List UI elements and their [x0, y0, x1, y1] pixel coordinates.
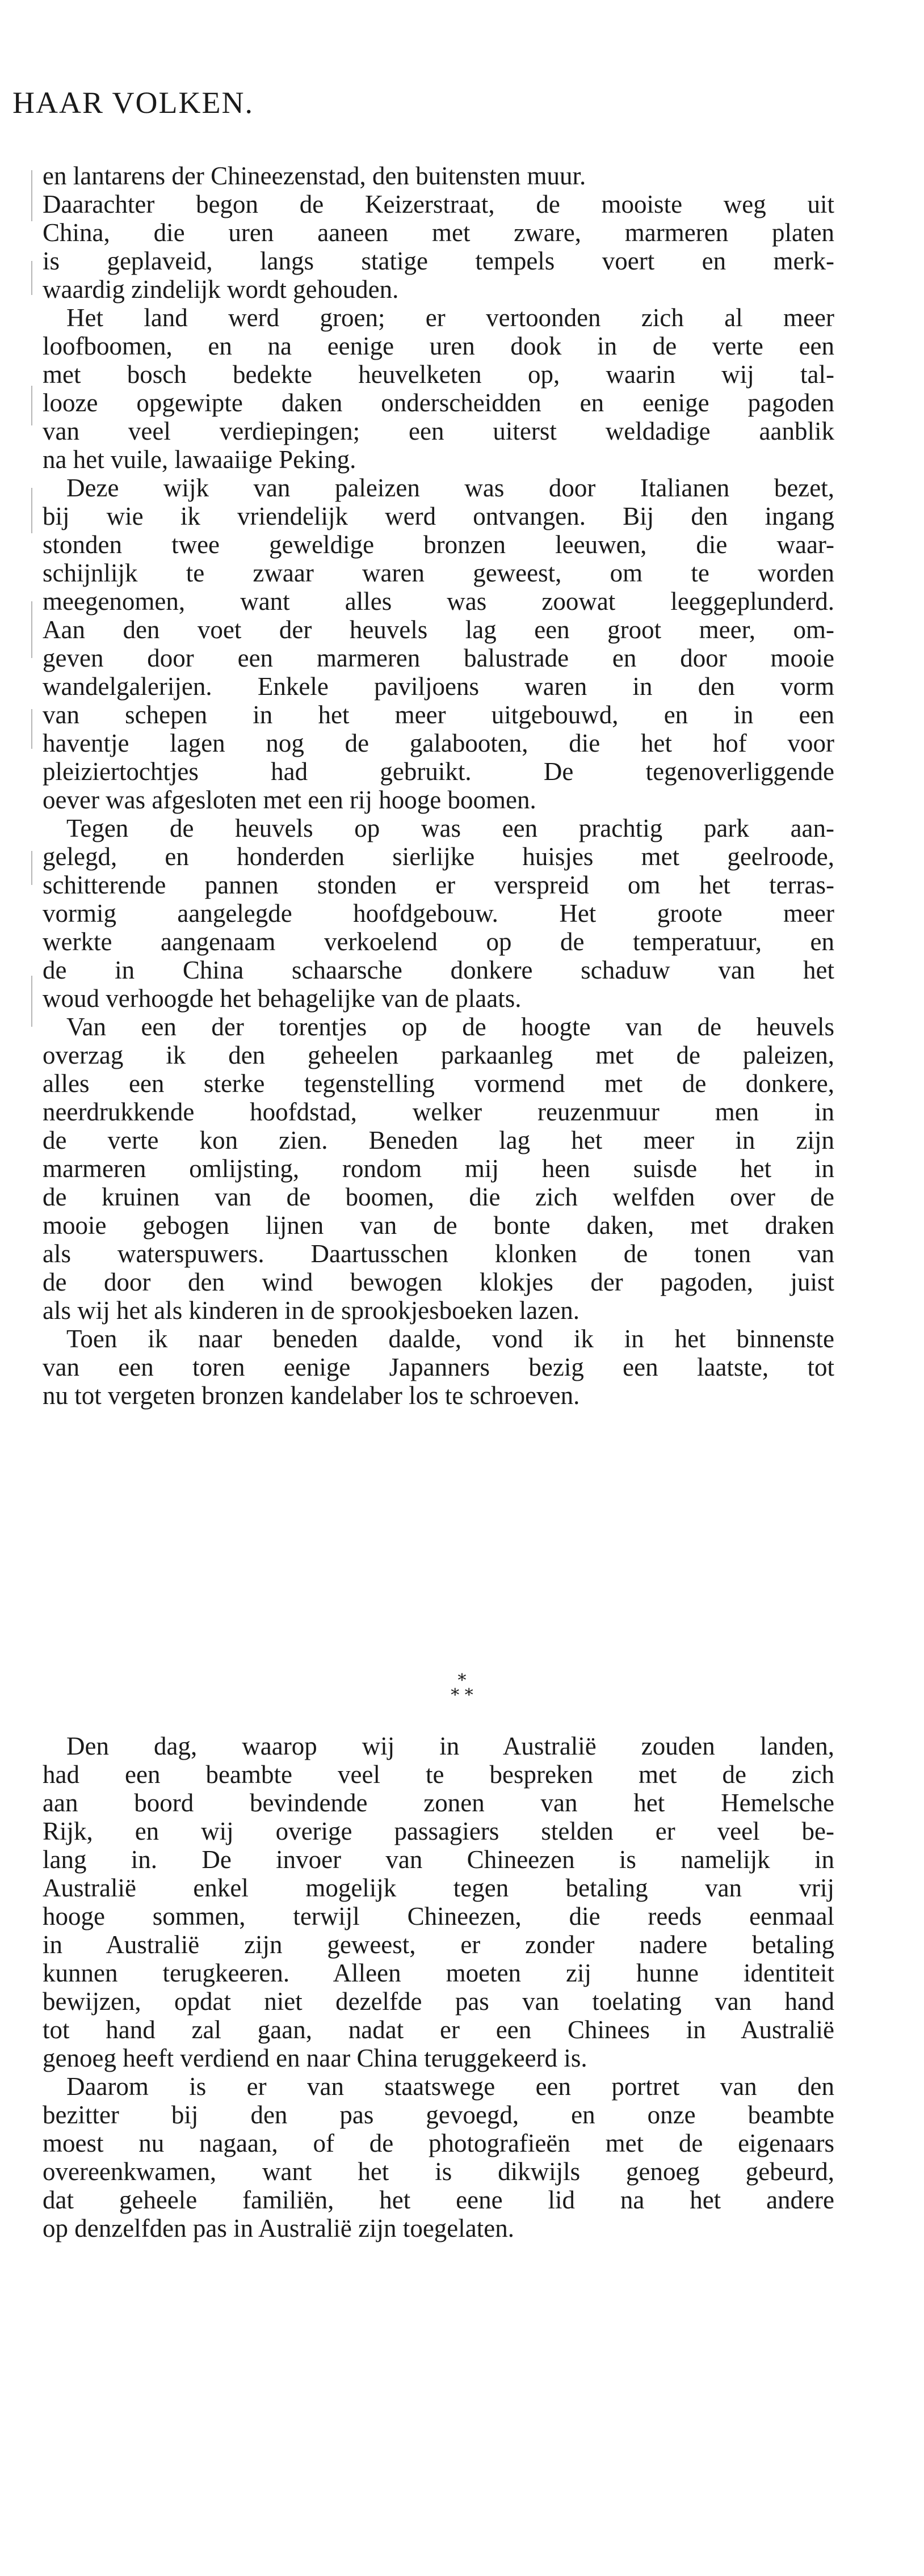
text-line: genoeg heeft verdiend en naar China teruggekeerd is. — [43, 2044, 587, 2072]
section-separator-asterism — [0, 1673, 924, 1703]
text-line: loofboomen, en na eenige uren dook in de verte een — [43, 332, 834, 360]
running-head: HAAR VOLKEN. — [12, 86, 254, 120]
text-line: van een toren eenige Japanners bezig een laatste, tot — [43, 1353, 834, 1381]
text-line: schijnlijk te zwaar waren geweest, om te worden — [43, 559, 834, 587]
body-text-section-1 — [43, 162, 834, 1410]
text-line: China, die uren aaneen met zware, marmeren platen — [43, 218, 834, 247]
text-line: kunnen terugkeeren. Alleen moeten zij hunne identiteit — [43, 1959, 834, 1987]
text-line: moest nu nagaan, of de photografieën met de eigenaars — [43, 2129, 834, 2157]
text-line: overzag ik den geheelen parkaanleg met de paleizen, — [43, 1041, 834, 1069]
text-line: Van een der torentjes op de hoogte van de heuvels — [66, 1013, 834, 1041]
text-line: is geplaveid, langs statige tempels voert en merk- — [43, 247, 834, 275]
text-line: bij wie ik vriendelijk werd ontvangen. Bij den ingang — [43, 502, 834, 530]
text-line: van veel verdiepingen; een uiterst weldadige aanblik — [43, 417, 834, 445]
text-line: hooge sommen, terwijl Chineezen, die reeds eenmaal — [43, 1902, 834, 1930]
text-line: bezitter bij den pas gevoegd, en onze beambte — [43, 2101, 834, 2129]
text-line: vormig aangelegde hoofdgebouw. Het groote meer — [43, 899, 834, 927]
text-line: schitterende pannen stonden er verspreid om het terras- — [43, 871, 834, 899]
text-line: dat geheele familiën, het eene lid na het andere — [43, 2186, 834, 2214]
text-line: gelegd, en honderden sierlijke huisjes met geelroode, — [43, 842, 834, 871]
text-line: Tegen de heuvels op was een prachtig park aan- — [66, 814, 834, 842]
text-line: mooie gebogen lijnen van de bonte daken, met draken — [43, 1211, 834, 1239]
text-line: woud verhoogde het behagelijke van de plaats. — [43, 984, 522, 1013]
text-line: marmeren omlijsting, rondom mij heen suisde het in — [43, 1154, 834, 1183]
text-line: de verte kon zien. Beneden lag het meer in zijn — [43, 1126, 834, 1154]
text-line: van schepen in het meer uitgebouwd, en in een — [43, 701, 834, 729]
text-line: lang in. De invoer van Chineezen is namelijk in — [43, 1845, 834, 1874]
text-line: Deze wijk van paleizen was door Italianen bezet, — [66, 474, 834, 502]
body-text-section-2 — [43, 1732, 834, 2242]
text-line: looze opgewipte daken onderscheidden en eenige pagoden — [43, 389, 834, 417]
text-line: Toen ik naar beneden daalde, vond ik in het binnenste — [66, 1325, 834, 1353]
text-line: bewijzen, opdat niet dezelfde pas van toelating van hand — [43, 1987, 834, 2016]
text-line: tot hand zal gaan, nadat er een Chinees in Australië — [43, 2016, 834, 2044]
text-line: als waterspuwers. Daartusschen klonken de tonen van — [43, 1239, 834, 1268]
text-line: Aan den voet der heuvels lag een groot meer, om- — [43, 615, 834, 644]
text-line: meegenomen, want alles was zoowat leeggeplunderd. — [43, 587, 834, 615]
text-line: waardig zindelijk wordt gehouden. — [43, 275, 399, 303]
text-line: Daarom is er van staatswege een portret van den — [66, 2072, 834, 2101]
text-line: op denzelfden pas in Australië zijn toegelaten. — [43, 2214, 514, 2242]
text-line: werkte aangenaam verkoelend op de temperatuur, en — [43, 927, 834, 956]
text-line: geven door een marmeren balustrade en door mooie — [43, 644, 834, 672]
text-line: pleiziertochtjes had gebruikt. De tegenoverliggende — [43, 757, 834, 786]
text-line: overeenkwamen, want het is dikwijls genoeg gebeurd, — [43, 2157, 834, 2186]
text-line: na het vuile, lawaaiige Peking. — [43, 445, 356, 474]
text-line: wandelgalerijen. Enkele paviljoens waren in den vorm — [43, 672, 834, 701]
text-line: Rijk, en wij overige passagiers stelden er veel be- — [43, 1817, 834, 1845]
text-line: de door den wind bewogen klokjes der pagoden, juist — [43, 1268, 834, 1296]
text-line: in Australië zijn geweest, er zonder nadere betaling — [43, 1930, 834, 1959]
text-line: oever was afgesloten met een rij hooge boomen. — [43, 786, 536, 814]
text-line: alles een sterke tegenstelling vormend met de donkere, — [43, 1069, 834, 1098]
text-line: de in China schaarsche donkere schaduw van het — [43, 956, 834, 984]
text-line: als wij het als kinderen in de sprookjesboeken lazen. — [43, 1296, 579, 1325]
text-line: Australië enkel mogelijk tegen betaling van vrij — [43, 1874, 834, 1902]
text-line: had een beambte veel te bespreken met de zich — [43, 1760, 834, 1789]
text-line: haventje lagen nog de galabooten, die het hof voor — [43, 729, 834, 757]
text-line: Daarachter begon de Keizerstraat, de mooiste weg uit — [43, 190, 834, 218]
asterism-top: * — [457, 1671, 467, 1690]
text-line: Den dag, waarop wij in Australië zouden landen, — [66, 1732, 834, 1760]
text-line: nu tot vergeten bronzen kandelaber los te schroeven. — [43, 1381, 580, 1410]
text-line: neerdrukkende hoofdstad, welker reuzenmuur men in — [43, 1098, 834, 1126]
text-line: en lantarens der Chineezenstad, den buitensten muur. — [43, 162, 586, 190]
text-line: de kruinen van de boomen, die zich welfden over de — [43, 1183, 834, 1211]
text-line: Het land werd groen; er vertoonden zich al meer — [66, 303, 834, 332]
text-line: aan boord bevindende zonen van het Hemelsche — [43, 1789, 834, 1817]
asterism-bottom: * * — [451, 1685, 473, 1705]
text-line: met bosch bedekte heuvelketen op, waarin wij tal- — [43, 360, 834, 389]
text-line: stonden twee geweldige bronzen leeuwen, die waar- — [43, 530, 834, 559]
